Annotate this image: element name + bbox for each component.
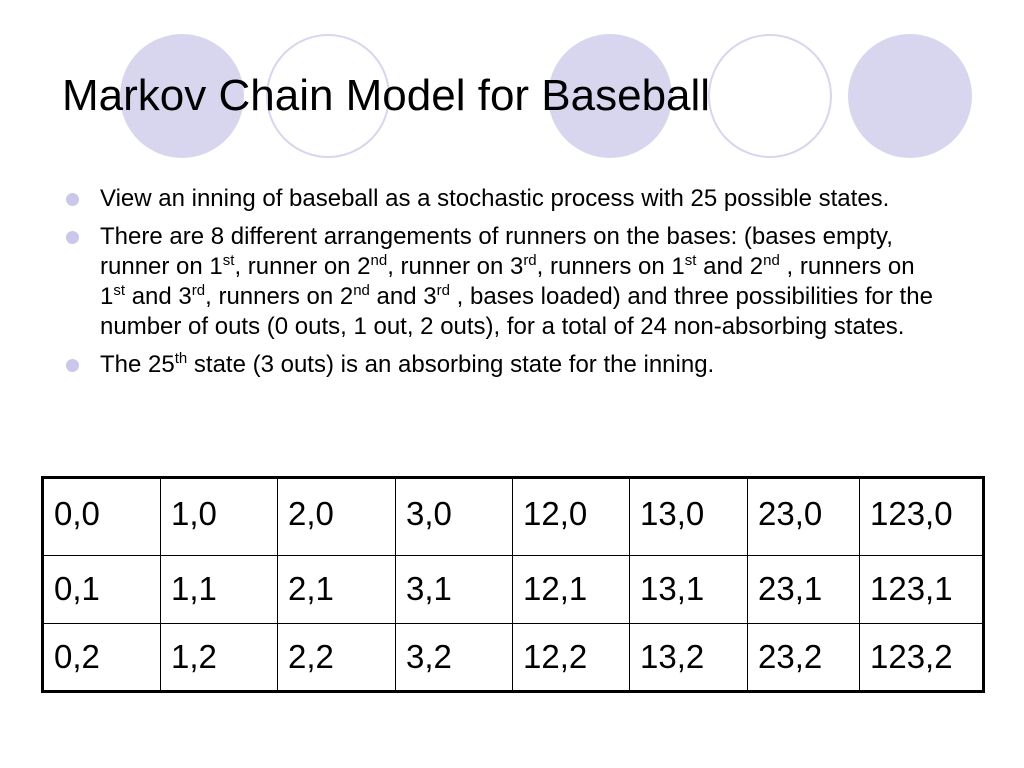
table-cell: 2,1 xyxy=(278,556,396,624)
table-cell: 13,1 xyxy=(630,556,748,624)
table-cell: 0,0 xyxy=(43,478,161,556)
table-cell: 3,1 xyxy=(396,556,513,624)
bullet-dot-icon xyxy=(66,193,79,206)
bullet-list xyxy=(62,184,942,388)
table-cell: 0,2 xyxy=(43,624,161,692)
table-cell: 23,0 xyxy=(748,478,860,556)
table-cell: 1,2 xyxy=(161,624,278,692)
table-cell: 123,0 xyxy=(860,478,984,556)
bullet-text: View an inning of baseball as a stochastic process with 25 possible states. xyxy=(100,185,890,212)
table-row xyxy=(43,624,984,692)
bullet-item xyxy=(62,350,942,380)
state-table xyxy=(41,476,985,693)
table-cell: 123,1 xyxy=(860,556,984,624)
table-cell: 23,2 xyxy=(748,624,860,692)
table-cell: 12,1 xyxy=(513,556,630,624)
bullet-text: There are 8 different arrangements of runners on the bases: (bases empty, runner on 1st, runner on 2nd, runner on 3rd, runners on 1st and 2nd , runners on 1st and 3rd, runners on 2nd and 3rd , bases loaded) and three possibilities for the number of outs (0 outs, 1 out, 2 outs), for a total of 24 non-absorbing states. xyxy=(100,223,933,340)
bullet-item xyxy=(62,222,942,342)
table-row xyxy=(43,556,984,624)
table-cell: 3,0 xyxy=(396,478,513,556)
bullet-text: The 25th state (3 outs) is an absorbing state for the inning. xyxy=(100,350,715,378)
table-cell: 12,2 xyxy=(513,624,630,692)
slide-title: Markov Chain Model for Baseball xyxy=(62,71,711,120)
table-cell: 123,2 xyxy=(860,624,984,692)
table-cell: 2,2 xyxy=(278,624,396,692)
bullet-item xyxy=(62,184,942,214)
decorative-circle-ring xyxy=(708,34,832,158)
table-cell: 1,1 xyxy=(161,556,278,624)
table-cell: 12,0 xyxy=(513,478,630,556)
table-cell: 3,2 xyxy=(396,624,513,692)
decorative-circle-filled xyxy=(848,34,972,158)
table-cell: 1,0 xyxy=(161,478,278,556)
table-cell: 0,1 xyxy=(43,556,161,624)
table-cell: 23,1 xyxy=(748,556,860,624)
table-row xyxy=(43,478,984,556)
table-cell: 13,0 xyxy=(630,478,748,556)
bullet-dot-icon xyxy=(66,359,79,372)
table-cell: 2,0 xyxy=(278,478,396,556)
table-cell: 13,2 xyxy=(630,624,748,692)
bullet-dot-icon xyxy=(66,231,79,244)
